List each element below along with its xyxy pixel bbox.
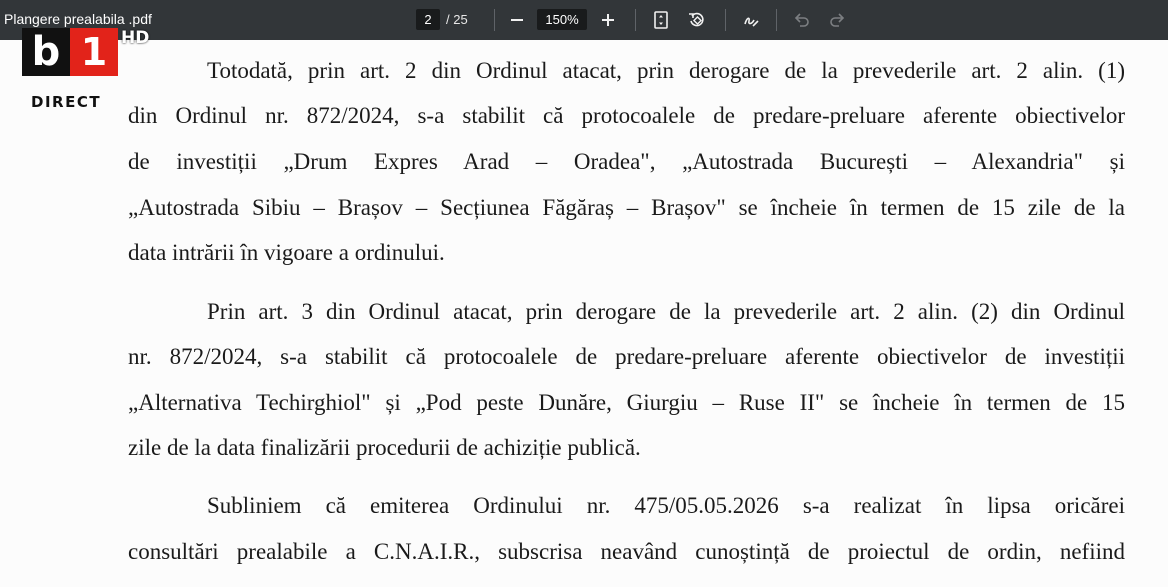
pdf-page: [0, 40, 1168, 587]
text-line: Prin art. 3 din Ordinul atacat, prin derogare de la prevederile art. 2 alin. (2) din Ordinul: [207, 299, 1125, 324]
pdf-toolbar: [0, 0, 1168, 40]
logo-one: 1: [70, 28, 118, 76]
minus-icon: [510, 13, 524, 27]
fit-page-icon: [653, 11, 669, 29]
text-line: de investiții „Drum Expres Arad – Oradea", „Autostrada București – Alexandria" și: [128, 149, 1125, 174]
text-line: zile de la data finalizării procedurii de achiziție publică.: [128, 435, 641, 460]
logo-b: b: [22, 28, 70, 76]
text-line: „Alternativa Techirghiol" și „Pod peste Dunăre, Giurgiu – Ruse II" se încheie în termen de 15: [128, 390, 1125, 415]
logo-direct: DIRECT: [31, 93, 102, 111]
b1-logo: [22, 28, 118, 76]
fit-page-button[interactable]: [647, 6, 675, 34]
text-line: din Ordinul nr. 872/2024, s-a stabilit că protocoalele de predare-preluare aferente obiectivelor: [128, 103, 1125, 128]
undo-icon: [794, 13, 810, 27]
rotate-icon: [688, 11, 706, 29]
toolbar-divider: [776, 9, 777, 31]
toolbar-divider: [725, 9, 726, 31]
annotate-button[interactable]: [737, 6, 765, 34]
text-line: „Autostrada Sibiu – Brașov – Secțiunea Făgăraș – Brașov" se încheie în termen de 15 zile de la: [128, 195, 1125, 220]
zoom-in-button[interactable]: [594, 6, 622, 34]
undo-button[interactable]: [788, 6, 816, 34]
text-line: Subliniem că emiterea Ordinului nr. 475/05.05.2026 s-a realizat în lipsa oricărei: [207, 493, 1125, 518]
redo-button[interactable]: [823, 6, 851, 34]
page-number-input[interactable]: 2: [416, 9, 440, 30]
toolbar-divider: [494, 9, 495, 31]
pen-icon: [742, 11, 760, 29]
redo-icon: [829, 13, 845, 27]
file-title: Plangere prealabila .pdf: [4, 11, 152, 27]
page-total: / 25: [446, 12, 468, 27]
zoom-input[interactable]: 150%: [537, 9, 587, 30]
zoom-out-button[interactable]: [503, 6, 531, 34]
logo-hd: HD: [121, 28, 150, 48]
text-line: Totodată, prin art. 2 din Ordinul atacat, prin derogare de la prevederile art. 2 alin. (1): [207, 58, 1125, 83]
toolbar-divider: [635, 9, 636, 31]
plus-icon: [601, 13, 615, 27]
text-line: data intrării în vigoare a ordinului.: [128, 240, 445, 265]
text-line: nr. 872/2024, s-a stabilit că protocoalele de predare-preluare aferente obiectivelor de investiții: [128, 344, 1125, 369]
text-line: consultări prealabile a C.N.A.I.R., subscrisa neavând cunoștință de proiectul de ordin, nefiind: [128, 539, 1125, 564]
rotate-button[interactable]: [683, 6, 711, 34]
